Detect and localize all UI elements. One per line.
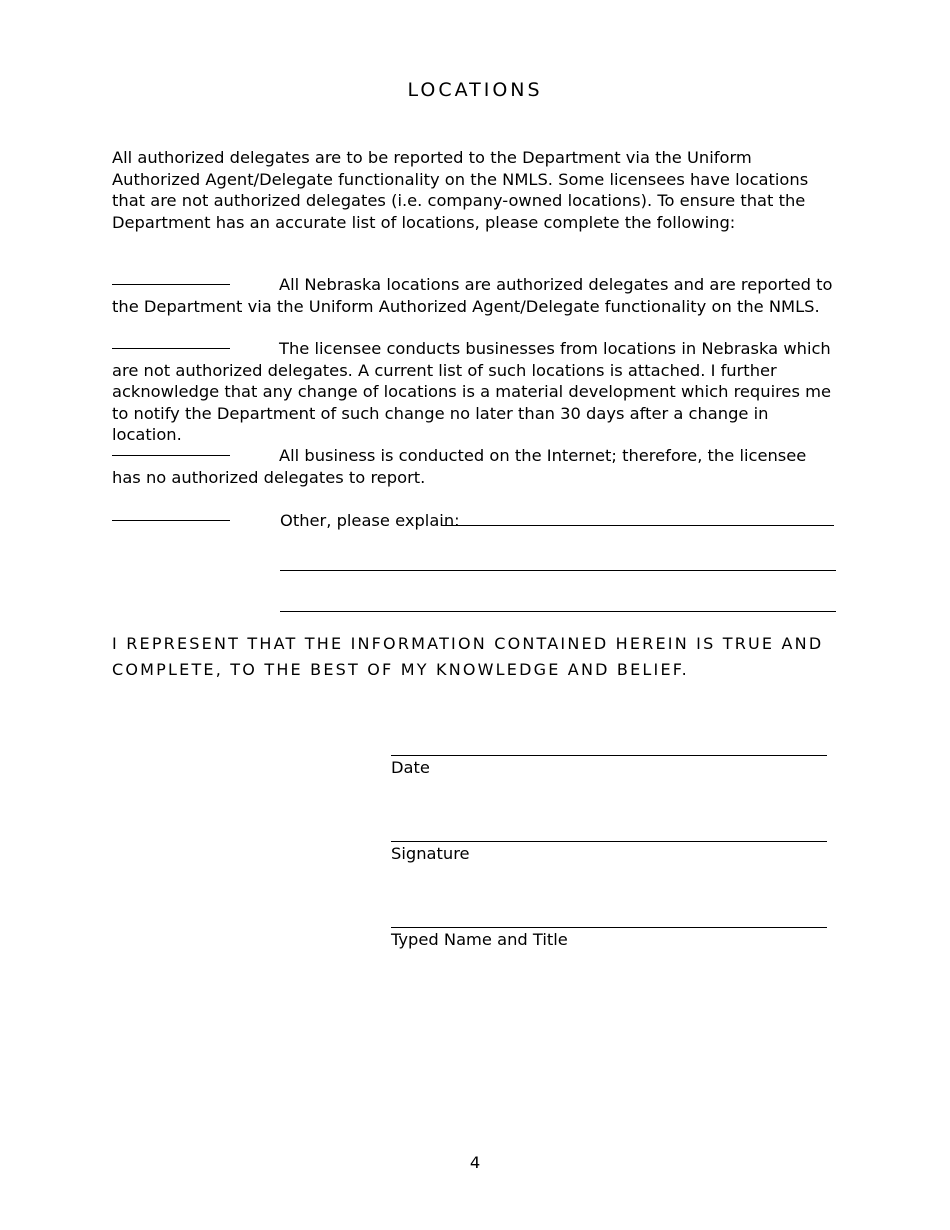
option-2-text: The licensee conducts businesses from locations in Nebraska which are not authorized delegates. A current list of such locations is attached. I further acknowledge that any change of locations is a material development which requires me to notify the Department of such change no later than 30 days after a change in location. [112, 339, 831, 444]
other-label: Other, please explain: [280, 511, 460, 530]
signature-line[interactable] [391, 841, 827, 842]
intro-paragraph: All authorized delegates are to be reported to the Department via the Uniform Authorized Agent/Delegate functionality on the NMLS. Some licensees have locations that are not authorized delegates (i.e. company-owned locations). To ensure that the Department has an accurate list of locations, please complete the following: [112, 148, 809, 232]
option-non-delegate-locations [112, 338, 840, 446]
typed-name-line[interactable] [391, 927, 827, 928]
option-other [112, 510, 840, 534]
signature-label: Signature [391, 844, 470, 863]
other-explain-line-2[interactable] [280, 570, 836, 571]
option-3-blank-line[interactable] [112, 455, 230, 456]
option-1-blank-line[interactable] [112, 284, 230, 285]
option-2-blank-line[interactable] [112, 348, 230, 349]
date-line[interactable] [391, 755, 827, 756]
option-4-blank-line[interactable] [112, 520, 230, 521]
page-title: LOCATIONS [407, 79, 543, 101]
option-authorized-delegates [112, 274, 840, 317]
date-label: Date [391, 758, 430, 777]
option-3-text: All business is conducted on the Internet; therefore, the licensee has no authorized delegates to report. [112, 446, 807, 487]
other-explain-line-3[interactable] [280, 611, 836, 612]
other-explain-line-1[interactable] [442, 525, 834, 526]
representation-statement: I REPRESENT THAT THE INFORMATION CONTAINED HEREIN IS TRUE AND COMPLETE, TO THE BEST OF MY KNOWLEDGE AND BELIEF. [112, 634, 824, 679]
option-1-text: All Nebraska locations are authorized delegates and are reported to the Department via the Uniform Authorized Agent/Delegate functionality on the NMLS. [112, 275, 833, 316]
option-internet-only [112, 445, 840, 488]
page-number: 4 [469, 1153, 481, 1172]
typed-name-label: Typed Name and Title [391, 930, 568, 949]
